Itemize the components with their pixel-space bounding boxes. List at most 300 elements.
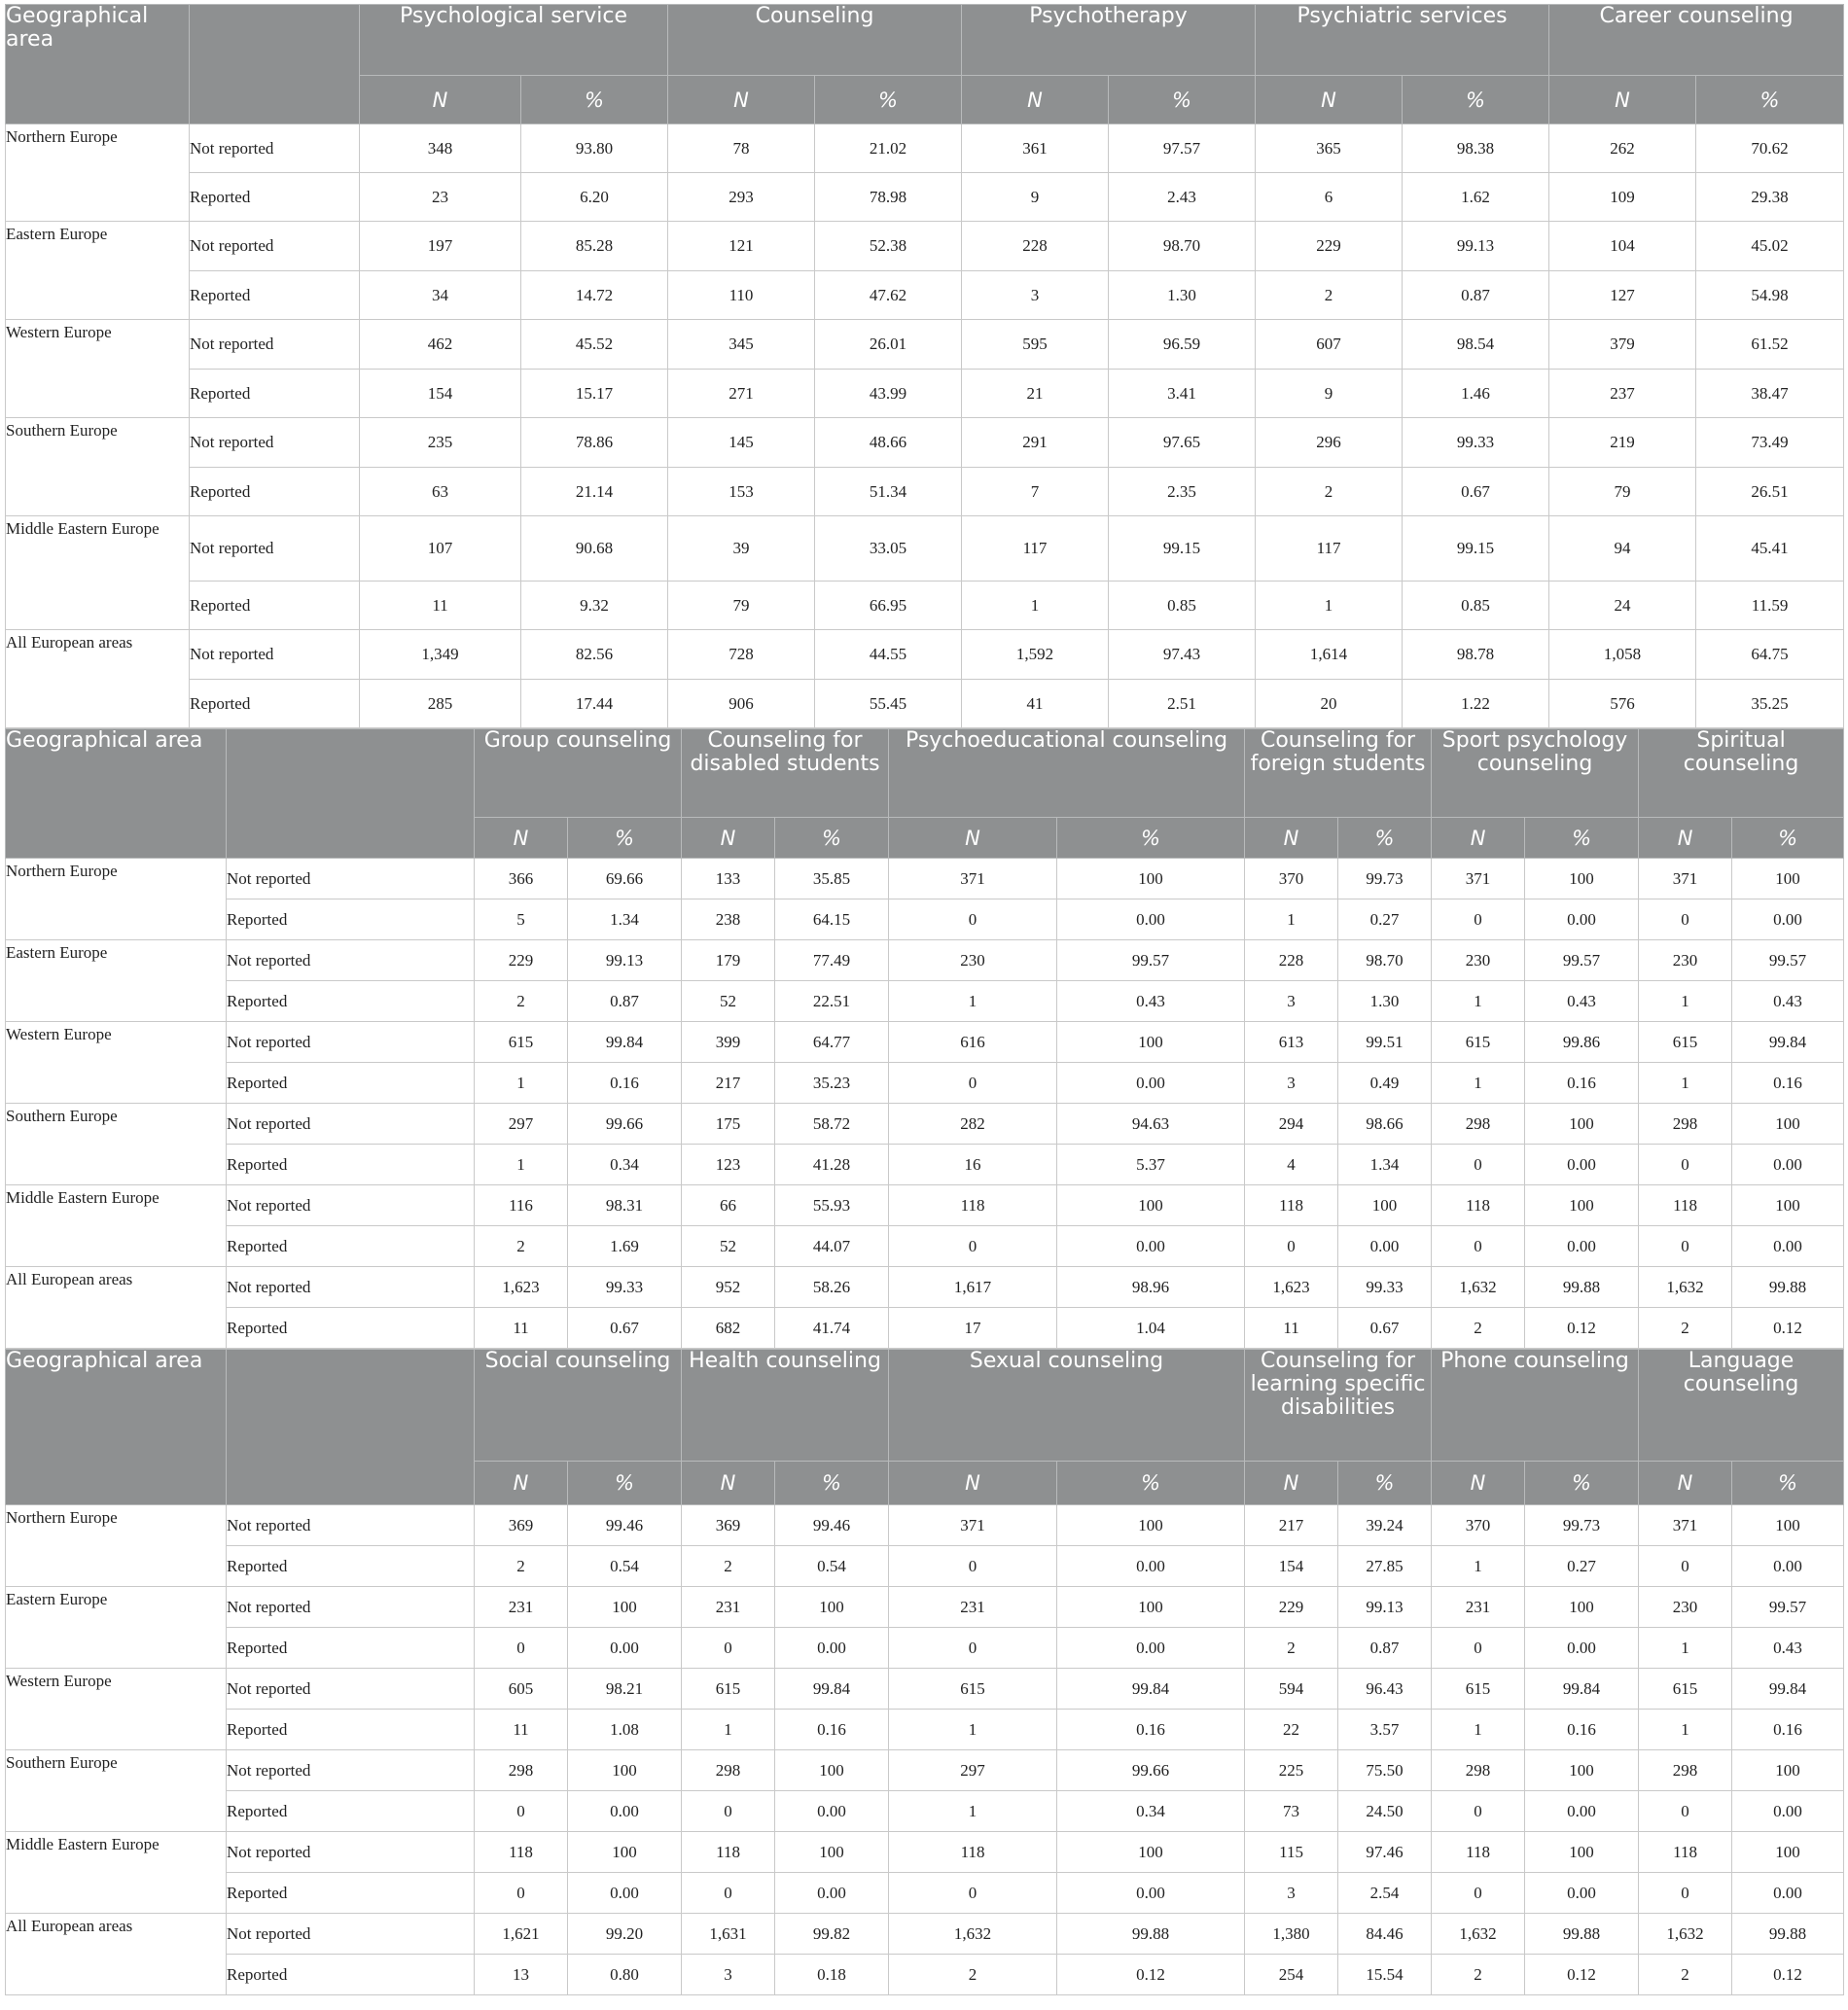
area-name: All European areas: [6, 1914, 227, 1995]
pct-value-cell: 61.52: [1696, 320, 1844, 370]
n-value-cell: 291: [962, 418, 1109, 468]
group-header: Psychoeducational counseling: [889, 729, 1245, 818]
pct-value-cell: 99.82: [775, 1914, 889, 1955]
n-value-cell: 1: [889, 1710, 1057, 1750]
n-value-cell: 282: [889, 1104, 1057, 1145]
n-value-cell: 116: [475, 1185, 568, 1226]
n-value-cell: 0: [1639, 899, 1732, 940]
pct-value-cell: 94.63: [1057, 1104, 1245, 1145]
status-cell: Reported: [227, 1955, 475, 1995]
pct-subheader: %: [1403, 76, 1549, 124]
pct-subheader: %: [1525, 818, 1639, 859]
pct-value-cell: 70.62: [1696, 124, 1844, 173]
n-value-cell: 0: [1639, 1791, 1732, 1832]
n-value-cell: 371: [889, 859, 1057, 899]
pct-value-cell: 75.50: [1338, 1750, 1432, 1791]
n-value-cell: 906: [668, 680, 815, 728]
n-value-cell: 3: [1245, 981, 1338, 1022]
status-cell: Reported: [227, 1873, 475, 1914]
n-value-cell: 371: [889, 1505, 1057, 1546]
n-subheader: N: [889, 818, 1057, 859]
pct-value-cell: 98.31: [568, 1185, 682, 1226]
n-subheader: N: [1256, 76, 1403, 124]
n-value-cell: 615: [889, 1669, 1057, 1710]
pct-value-cell: 0.87: [1403, 271, 1549, 320]
pct-value-cell: 100: [1732, 1104, 1844, 1145]
pct-value-cell: 99.15: [1109, 516, 1256, 582]
table-row: [6, 271, 1844, 320]
n-value-cell: 1,632: [889, 1914, 1057, 1955]
status-cell: Reported: [227, 1063, 475, 1104]
area-name: Eastern Europe: [6, 1587, 227, 1669]
n-value-cell: 615: [682, 1669, 775, 1710]
n-value-cell: 366: [475, 859, 568, 899]
n-subheader: N: [1432, 818, 1525, 859]
n-value-cell: 0: [1639, 1873, 1732, 1914]
n-value-cell: 1,632: [1432, 1914, 1525, 1955]
n-subheader: N: [1245, 818, 1338, 859]
n-value-cell: 17: [889, 1308, 1057, 1349]
n-value-cell: 615: [1639, 1669, 1732, 1710]
pct-value-cell: 0.00: [775, 1791, 889, 1832]
n-value-cell: 115: [1245, 1832, 1338, 1873]
n-value-cell: 348: [360, 124, 521, 173]
pct-value-cell: 100: [1732, 1505, 1844, 1546]
pct-value-cell: 100: [1057, 1832, 1245, 1873]
n-value-cell: 1,349: [360, 630, 521, 680]
n-value-cell: 23: [360, 173, 521, 222]
n-value-cell: 2: [1256, 468, 1403, 516]
pct-value-cell: 0.00: [568, 1628, 682, 1669]
n-value-cell: 79: [668, 582, 815, 630]
n-value-cell: 11: [360, 582, 521, 630]
n-value-cell: 121: [668, 222, 815, 271]
pct-value-cell: 0.67: [568, 1308, 682, 1349]
n-value-cell: 1,592: [962, 630, 1109, 680]
pct-value-cell: 84.46: [1338, 1914, 1432, 1955]
pct-value-cell: 98.70: [1338, 940, 1432, 981]
pct-value-cell: 2.54: [1338, 1873, 1432, 1914]
table-row: [6, 1710, 1844, 1750]
table-row: [6, 859, 1844, 899]
pct-value-cell: 99.66: [568, 1104, 682, 1145]
status-cell: Not reported: [227, 859, 475, 899]
pct-subheader: %: [521, 76, 668, 124]
pct-value-cell: 47.62: [815, 271, 962, 320]
n-value-cell: 238: [682, 899, 775, 940]
pct-value-cell: 100: [1732, 859, 1844, 899]
n-value-cell: 0: [889, 899, 1057, 940]
table-row: [6, 1955, 1844, 1995]
pct-value-cell: 1.34: [1338, 1145, 1432, 1185]
pct-value-cell: 0.00: [1525, 899, 1639, 940]
pct-value-cell: 99.33: [1403, 418, 1549, 468]
n-value-cell: 0: [1432, 1628, 1525, 1669]
status-cell: Reported: [190, 582, 360, 630]
n-subheader: N: [962, 76, 1109, 124]
n-value-cell: 615: [1432, 1022, 1525, 1063]
pct-value-cell: 55.45: [815, 680, 962, 728]
pct-value-cell: 0.12: [1732, 1308, 1844, 1349]
group-header: Counseling for learning specific disabilities: [1245, 1350, 1432, 1462]
pct-value-cell: 0.00: [1732, 1873, 1844, 1914]
n-value-cell: 1,632: [1639, 1914, 1732, 1955]
n-value-cell: 104: [1549, 222, 1696, 271]
table-row: [6, 1226, 1844, 1267]
pct-value-cell: 0.43: [1732, 981, 1844, 1022]
n-value-cell: 1: [1639, 1628, 1732, 1669]
status-cell: Reported: [227, 1628, 475, 1669]
pct-subheader: %: [1057, 1462, 1245, 1505]
n-value-cell: 4: [1245, 1145, 1338, 1185]
n-value-cell: 0: [1639, 1546, 1732, 1587]
n-value-cell: 0: [889, 1546, 1057, 1587]
pct-value-cell: 9.32: [521, 582, 668, 630]
group-header: Counseling for disabled students: [682, 729, 889, 818]
n-value-cell: 229: [1245, 1587, 1338, 1628]
pct-value-cell: 0.54: [775, 1546, 889, 1587]
pct-value-cell: 38.47: [1696, 370, 1844, 418]
pct-value-cell: 0.00: [775, 1873, 889, 1914]
pct-value-cell: 99.46: [775, 1505, 889, 1546]
pct-value-cell: 0.00: [1525, 1628, 1639, 1669]
n-value-cell: 298: [1432, 1104, 1525, 1145]
pct-value-cell: 48.66: [815, 418, 962, 468]
pct-value-cell: 78.86: [521, 418, 668, 468]
table-row: [6, 1587, 1844, 1628]
n-value-cell: 41: [962, 680, 1109, 728]
n-subheader: N: [1639, 1462, 1732, 1505]
pct-value-cell: 97.46: [1338, 1832, 1432, 1873]
pct-value-cell: 51.34: [815, 468, 962, 516]
n-subheader: N: [475, 1462, 568, 1505]
pct-value-cell: 0.00: [1732, 1145, 1844, 1185]
area-name: Eastern Europe: [6, 940, 227, 1022]
n-value-cell: 298: [682, 1750, 775, 1791]
n-value-cell: 0: [475, 1791, 568, 1832]
pct-value-cell: 0.49: [1338, 1063, 1432, 1104]
pct-value-cell: 100: [1057, 1505, 1245, 1546]
n-value-cell: 616: [889, 1022, 1057, 1063]
status-cell: Not reported: [190, 222, 360, 271]
table-row: [6, 1185, 1844, 1226]
pct-value-cell: 0.00: [1057, 1546, 1245, 1587]
table-row: [6, 1505, 1844, 1546]
pct-value-cell: 21.02: [815, 124, 962, 173]
table-row: [6, 370, 1844, 418]
n-value-cell: 682: [682, 1308, 775, 1349]
pct-value-cell: 11.59: [1696, 582, 1844, 630]
pct-value-cell: 0.00: [1525, 1873, 1639, 1914]
group-header: Phone counseling: [1432, 1350, 1639, 1462]
group-header: Career counseling: [1549, 5, 1844, 76]
pct-value-cell: 99.88: [1057, 1914, 1245, 1955]
pct-value-cell: 78.98: [815, 173, 962, 222]
n-value-cell: 1: [1432, 1063, 1525, 1104]
n-value-cell: 1: [1639, 1710, 1732, 1750]
pct-value-cell: 0.00: [1057, 1873, 1245, 1914]
n-value-cell: 217: [1245, 1505, 1338, 1546]
pct-value-cell: 0.00: [1338, 1226, 1432, 1267]
n-value-cell: 595: [962, 320, 1109, 370]
pct-value-cell: 55.93: [775, 1185, 889, 1226]
n-subheader: N: [889, 1462, 1057, 1505]
pct-value-cell: 0.27: [1525, 1546, 1639, 1587]
status-cell: Reported: [190, 173, 360, 222]
n-value-cell: 2: [1432, 1955, 1525, 1995]
area-name: Northern Europe: [6, 1505, 227, 1587]
n-value-cell: 1,632: [1639, 1267, 1732, 1308]
status-cell: Reported: [190, 271, 360, 320]
n-value-cell: 79: [1549, 468, 1696, 516]
pct-value-cell: 100: [775, 1832, 889, 1873]
n-value-cell: 370: [1432, 1505, 1525, 1546]
n-value-cell: 133: [682, 859, 775, 899]
n-value-cell: 576: [1549, 680, 1696, 728]
pct-value-cell: 0.12: [1732, 1955, 1844, 1995]
n-value-cell: 0: [475, 1873, 568, 1914]
n-value-cell: 1: [1256, 582, 1403, 630]
area-name: Northern Europe: [6, 124, 190, 222]
pct-value-cell: 0.00: [1732, 1546, 1844, 1587]
status-header: [190, 5, 360, 124]
group-header: Psychiatric services: [1256, 5, 1549, 76]
pct-value-cell: 0.16: [1525, 1063, 1639, 1104]
n-value-cell: 369: [682, 1505, 775, 1546]
status-cell: Not reported: [190, 516, 360, 582]
status-cell: Reported: [227, 1145, 475, 1185]
pct-value-cell: 73.49: [1696, 418, 1844, 468]
pct-value-cell: 0.00: [1732, 1226, 1844, 1267]
group-header: Health counseling: [682, 1350, 889, 1462]
pct-value-cell: 96.43: [1338, 1669, 1432, 1710]
n-value-cell: 52: [682, 981, 775, 1022]
table-row: [6, 1063, 1844, 1104]
n-value-cell: 1,617: [889, 1267, 1057, 1308]
pct-value-cell: 100: [775, 1750, 889, 1791]
pct-value-cell: 100: [1525, 1185, 1639, 1226]
pct-value-cell: 99.46: [568, 1505, 682, 1546]
n-value-cell: 0: [1432, 899, 1525, 940]
pct-value-cell: 0.16: [1732, 1063, 1844, 1104]
n-value-cell: 63: [360, 468, 521, 516]
pct-value-cell: 0.34: [568, 1145, 682, 1185]
area-name: All European areas: [6, 630, 190, 728]
status-cell: Not reported: [227, 1185, 475, 1226]
n-value-cell: 228: [962, 222, 1109, 271]
table-row: [6, 468, 1844, 516]
table-row: [6, 940, 1844, 981]
table-row: [6, 680, 1844, 728]
pct-value-cell: 45.41: [1696, 516, 1844, 582]
pct-value-cell: 35.85: [775, 859, 889, 899]
area-name: Southern Europe: [6, 1104, 227, 1185]
n-value-cell: 0: [1639, 1145, 1732, 1185]
pct-value-cell: 99.86: [1525, 1022, 1639, 1063]
group-header: Group counseling: [475, 729, 682, 818]
area-name: Middle Eastern Europe: [6, 1185, 227, 1267]
n-value-cell: 39: [668, 516, 815, 582]
table-row: [6, 630, 1844, 680]
n-value-cell: 197: [360, 222, 521, 271]
n-subheader: N: [1549, 76, 1696, 124]
n-value-cell: 0: [475, 1628, 568, 1669]
table-block-3: [5, 1349, 1844, 1995]
status-cell: Not reported: [227, 940, 475, 981]
n-value-cell: 5: [475, 899, 568, 940]
table-row: [6, 582, 1844, 630]
pct-value-cell: 17.44: [521, 680, 668, 728]
pct-subheader: %: [1338, 1462, 1432, 1505]
pct-value-cell: 100: [1525, 1104, 1639, 1145]
pct-subheader: %: [1732, 1462, 1844, 1505]
n-value-cell: 52: [682, 1226, 775, 1267]
n-value-cell: 118: [682, 1832, 775, 1873]
n-value-cell: 271: [668, 370, 815, 418]
pct-value-cell: 100: [1525, 1832, 1639, 1873]
n-value-cell: 118: [889, 1832, 1057, 1873]
n-value-cell: 179: [682, 940, 775, 981]
area-name: Western Europe: [6, 320, 190, 418]
n-value-cell: 118: [1432, 1832, 1525, 1873]
n-value-cell: 0: [1432, 1145, 1525, 1185]
n-value-cell: 109: [1549, 173, 1696, 222]
n-value-cell: 154: [360, 370, 521, 418]
table-row: [6, 1669, 1844, 1710]
n-value-cell: 13: [475, 1955, 568, 1995]
pct-value-cell: 97.65: [1109, 418, 1256, 468]
pct-value-cell: 24.50: [1338, 1791, 1432, 1832]
pct-value-cell: 43.99: [815, 370, 962, 418]
n-value-cell: 228: [1245, 940, 1338, 981]
pct-value-cell: 82.56: [521, 630, 668, 680]
pct-value-cell: 15.17: [521, 370, 668, 418]
status-cell: Not reported: [227, 1022, 475, 1063]
pct-value-cell: 1.46: [1403, 370, 1549, 418]
pct-value-cell: 90.68: [521, 516, 668, 582]
pct-subheader: %: [568, 818, 682, 859]
n-value-cell: 296: [1256, 418, 1403, 468]
pct-value-cell: 6.20: [521, 173, 668, 222]
status-cell: Reported: [190, 370, 360, 418]
n-value-cell: 73: [1245, 1791, 1338, 1832]
pct-value-cell: 0.85: [1403, 582, 1549, 630]
n-value-cell: 297: [475, 1104, 568, 1145]
pct-value-cell: 97.57: [1109, 124, 1256, 173]
n-subheader: N: [1245, 1462, 1338, 1505]
n-value-cell: 2: [475, 1226, 568, 1267]
n-value-cell: 952: [682, 1267, 775, 1308]
table-row: [6, 1308, 1844, 1349]
pct-value-cell: 99.84: [1732, 1669, 1844, 1710]
n-value-cell: 107: [360, 516, 521, 582]
n-value-cell: 219: [1549, 418, 1696, 468]
n-value-cell: 1: [1432, 1710, 1525, 1750]
n-value-cell: 1: [1432, 981, 1525, 1022]
n-value-cell: 605: [475, 1669, 568, 1710]
pct-value-cell: 100: [775, 1587, 889, 1628]
n-value-cell: 94: [1549, 516, 1696, 582]
pct-value-cell: 0.00: [1057, 1063, 1245, 1104]
pct-value-cell: 0.12: [1525, 1308, 1639, 1349]
n-value-cell: 11: [475, 1710, 568, 1750]
pct-subheader: %: [1109, 76, 1256, 124]
pct-subheader: %: [1732, 818, 1844, 859]
n-value-cell: 2: [1245, 1628, 1338, 1669]
n-value-cell: 1,058: [1549, 630, 1696, 680]
pct-value-cell: 0.00: [1525, 1791, 1639, 1832]
n-value-cell: 1: [962, 582, 1109, 630]
n-value-cell: 235: [360, 418, 521, 468]
group-header: Counseling for foreign students: [1245, 729, 1432, 818]
pct-value-cell: 66.95: [815, 582, 962, 630]
status-cell: Reported: [227, 1226, 475, 1267]
status-cell: Not reported: [190, 630, 360, 680]
n-value-cell: 127: [1549, 271, 1696, 320]
n-value-cell: 294: [1245, 1104, 1338, 1145]
n-value-cell: 1: [475, 1063, 568, 1104]
pct-value-cell: 41.28: [775, 1145, 889, 1185]
pct-value-cell: 58.26: [775, 1267, 889, 1308]
status-cell: Reported: [227, 1308, 475, 1349]
n-value-cell: 229: [1256, 222, 1403, 271]
n-value-cell: 1: [1432, 1546, 1525, 1587]
pct-value-cell: 100: [1525, 1587, 1639, 1628]
n-value-cell: 2: [1639, 1955, 1732, 1995]
pct-value-cell: 45.52: [521, 320, 668, 370]
table-block-2: [5, 728, 1844, 1349]
n-value-cell: 7: [962, 468, 1109, 516]
n-value-cell: 231: [889, 1587, 1057, 1628]
n-value-cell: 0: [1432, 1226, 1525, 1267]
pct-value-cell: 99.84: [1057, 1669, 1245, 1710]
pct-value-cell: 0.16: [1525, 1710, 1639, 1750]
pct-value-cell: 45.02: [1696, 222, 1844, 271]
group-header: Sport psychology counseling: [1432, 729, 1639, 818]
n-value-cell: 9: [1256, 370, 1403, 418]
pct-value-cell: 100: [1732, 1832, 1844, 1873]
status-cell: Reported: [227, 1546, 475, 1587]
table-row: [6, 981, 1844, 1022]
n-value-cell: 298: [1639, 1750, 1732, 1791]
status-header: [227, 1350, 475, 1505]
n-value-cell: 22: [1245, 1710, 1338, 1750]
pct-value-cell: 99.13: [568, 940, 682, 981]
n-value-cell: 3: [962, 271, 1109, 320]
pct-value-cell: 100: [1732, 1185, 1844, 1226]
n-value-cell: 2: [1639, 1308, 1732, 1349]
group-header: Psychotherapy: [962, 5, 1256, 76]
pct-value-cell: 0.00: [1057, 1628, 1245, 1669]
n-value-cell: 6: [1256, 173, 1403, 222]
n-value-cell: 298: [1639, 1104, 1732, 1145]
pct-value-cell: 99.33: [1338, 1267, 1432, 1308]
status-cell: Not reported: [227, 1587, 475, 1628]
pct-value-cell: 99.57: [1732, 1587, 1844, 1628]
n-value-cell: 11: [475, 1308, 568, 1349]
n-value-cell: 117: [1256, 516, 1403, 582]
table-row: [6, 1546, 1844, 1587]
pct-value-cell: 99.57: [1525, 940, 1639, 981]
pct-value-cell: 0.16: [775, 1710, 889, 1750]
pct-value-cell: 0.43: [1732, 1628, 1844, 1669]
n-value-cell: 118: [1639, 1185, 1732, 1226]
pct-value-cell: 0.00: [1732, 1791, 1844, 1832]
pct-value-cell: 64.77: [775, 1022, 889, 1063]
pct-value-cell: 100: [1057, 859, 1245, 899]
pct-value-cell: 98.78: [1403, 630, 1549, 680]
pct-value-cell: 99.88: [1732, 1914, 1844, 1955]
